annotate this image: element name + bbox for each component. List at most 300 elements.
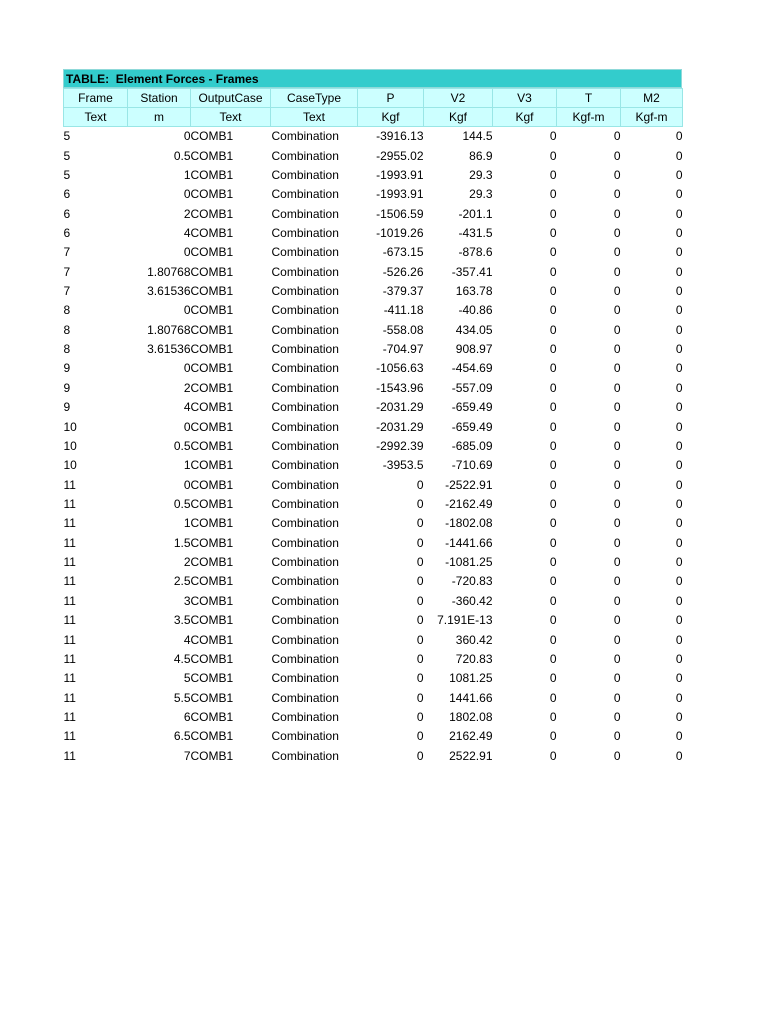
cell-p: -526.26	[382, 264, 424, 279]
cell-p: 0	[416, 593, 424, 608]
cell-p: -1993.91	[376, 187, 424, 202]
cell-v3: 0	[549, 167, 557, 182]
cell-p: -2992.39	[376, 438, 424, 453]
cell-v3: 0	[549, 148, 557, 163]
units-row	[64, 108, 683, 127]
cell-station: 1	[183, 458, 191, 473]
cell-p: 0	[416, 632, 424, 647]
cell-v2: 1441.66	[449, 690, 493, 705]
cell-station: 3	[183, 593, 191, 608]
cell-v3: 0	[549, 129, 557, 144]
cell-case-type: Combination	[271, 729, 339, 744]
table-row	[64, 379, 683, 398]
cell-case-type: Combination	[271, 206, 339, 221]
cell-v3: 0	[549, 593, 557, 608]
cell-frame: 10	[63, 438, 77, 453]
cell-case-type: Combination	[271, 245, 339, 260]
cell-case-type: Combination	[271, 497, 339, 511]
cell-frame: 11	[63, 709, 76, 724]
table-row	[64, 611, 683, 630]
header-v2: V2	[424, 89, 493, 108]
cell-station: 3.5	[173, 613, 191, 628]
cell-p: -2031.29	[376, 419, 424, 434]
cell-v2: -360.42	[451, 593, 493, 608]
table-row	[64, 592, 683, 611]
cell-p: -2955.02	[376, 148, 424, 163]
cell-frame: 9	[63, 380, 71, 395]
cell-case-type: Combination	[271, 419, 339, 434]
table-row	[64, 747, 683, 766]
cell-case-type: Combination	[271, 651, 339, 666]
cell-output-case: COMB1	[190, 632, 234, 647]
cell-v2: -685.09	[451, 438, 493, 453]
element-forces-table	[63, 69, 682, 766]
cell-output-case: COMB1	[190, 245, 234, 260]
cell-frame: 11	[63, 574, 76, 589]
cell-v2: 1081.25	[449, 671, 493, 686]
cell-v3: 0	[549, 284, 557, 299]
cell-p: 0	[416, 690, 424, 705]
cell-v3: 0	[549, 574, 557, 589]
cell-t: 0	[613, 555, 621, 570]
cell-station: 4	[183, 632, 191, 647]
cell-m2: 0	[675, 613, 683, 628]
cell-m2: 0	[675, 497, 683, 511]
cell-v2: 434.05	[455, 322, 493, 337]
cell-case-type: Combination	[271, 342, 339, 357]
cell-station: 0.5	[173, 148, 191, 163]
cell-t: 0	[613, 438, 621, 453]
cell-p: -379.37	[382, 284, 424, 299]
cell-v2: 7.191E-13	[437, 613, 493, 628]
table-row	[64, 224, 683, 243]
cell-v3: 0	[549, 613, 557, 628]
cell-v3: 0	[549, 245, 557, 260]
cell-p: -673.15	[382, 245, 424, 260]
cell-t: 0	[613, 400, 621, 415]
cell-case-type: Combination	[271, 438, 339, 453]
cell-frame: 11	[63, 671, 76, 686]
cell-v2: 908.97	[455, 342, 493, 357]
cell-t: 0	[613, 709, 621, 724]
cell-v2: -1081.25	[445, 555, 493, 570]
cell-output-case: COMB1	[190, 419, 234, 434]
cell-v2: -659.49	[451, 400, 493, 415]
cell-case-type: Combination	[271, 361, 339, 376]
cell-t: 0	[613, 458, 621, 473]
table-row	[64, 243, 683, 262]
cell-t: 0	[613, 574, 621, 589]
cell-v2: -431.5	[458, 225, 493, 240]
cell-v3: 0	[549, 264, 557, 279]
cell-v2: 29.3	[469, 187, 493, 202]
cell-station: 0	[183, 245, 191, 260]
cell-frame: 11	[63, 748, 76, 763]
cell-frame: 11	[63, 593, 76, 608]
cell-station: 0.5	[173, 438, 191, 453]
unit-station: m	[128, 108, 191, 127]
unit-v2: Kgf	[424, 108, 493, 127]
cell-p: -1506.59	[376, 206, 424, 221]
table-row	[64, 301, 683, 320]
cell-m2: 0	[675, 129, 683, 144]
cell-station: 1.80768	[147, 322, 191, 337]
cell-output-case: COMB1	[190, 225, 234, 240]
cell-t: 0	[613, 148, 621, 163]
cell-case-type: Combination	[271, 516, 339, 531]
cell-output-case: COMB1	[190, 574, 234, 589]
cell-station: 1	[183, 516, 191, 531]
cell-v2: 720.83	[455, 651, 493, 666]
cell-station: 0	[183, 477, 191, 492]
table-row	[64, 359, 683, 378]
cell-case-type: Combination	[271, 555, 339, 570]
cell-case-type: Combination	[271, 264, 339, 279]
cell-p: 0	[416, 613, 424, 628]
cell-v2: -357.41	[451, 264, 493, 279]
cell-m2: 0	[675, 284, 683, 299]
cell-p: 0	[416, 748, 424, 763]
cell-v3: 0	[549, 342, 557, 357]
cell-m2: 0	[675, 342, 683, 357]
cell-output-case: COMB1	[190, 555, 234, 570]
cell-m2: 0	[675, 535, 683, 550]
cell-output-case: COMB1	[190, 438, 234, 453]
cell-station: 0	[183, 187, 191, 202]
cell-case-type: Combination	[271, 671, 339, 686]
cell-frame: 6	[63, 225, 71, 240]
header-p: P	[358, 89, 424, 108]
table-row	[64, 650, 683, 669]
cell-p: 0	[416, 477, 424, 492]
cell-frame: 6	[63, 206, 71, 221]
unit-output-case: Text	[191, 108, 271, 127]
table-row	[64, 398, 683, 417]
cell-frame: 5	[63, 167, 71, 182]
table-row	[64, 669, 683, 688]
cell-v3: 0	[549, 651, 557, 666]
cell-p: 0	[416, 574, 424, 589]
cell-p: 0	[416, 497, 424, 511]
cell-t: 0	[613, 535, 621, 550]
cell-frame: 8	[63, 322, 71, 337]
cell-t: 0	[613, 497, 621, 511]
table-body	[64, 127, 683, 766]
unit-t: Kgf-m	[557, 108, 621, 127]
cell-case-type: Combination	[271, 748, 339, 763]
cell-station: 1.5	[173, 535, 191, 550]
table-row	[64, 688, 683, 707]
header-output-case: OutputCase	[191, 89, 271, 108]
cell-output-case: COMB1	[190, 593, 234, 608]
cell-v3: 0	[549, 400, 557, 415]
cell-output-case: COMB1	[190, 458, 234, 473]
unit-frame: Text	[64, 108, 128, 127]
cell-t: 0	[613, 419, 621, 434]
table-row	[64, 282, 683, 301]
table-row	[64, 475, 683, 494]
cell-output-case: COMB1	[190, 690, 234, 705]
cell-v2: -710.69	[451, 458, 493, 473]
cell-output-case: COMB1	[190, 400, 234, 415]
cell-t: 0	[613, 129, 621, 144]
cell-v2: -878.6	[458, 245, 493, 260]
cell-station: 0	[183, 419, 191, 434]
cell-case-type: Combination	[271, 458, 339, 473]
header-m2: M2	[621, 89, 683, 108]
cell-v3: 0	[549, 419, 557, 434]
cell-output-case: COMB1	[190, 129, 234, 144]
cell-case-type: Combination	[271, 535, 339, 550]
cell-station: 1.80768	[147, 264, 191, 279]
cell-case-type: Combination	[271, 632, 339, 647]
cell-t: 0	[613, 245, 621, 260]
table-row	[64, 127, 683, 147]
cell-output-case: COMB1	[190, 748, 234, 763]
cell-m2: 0	[675, 167, 683, 182]
cell-frame: 7	[63, 284, 71, 299]
cell-v3: 0	[549, 671, 557, 686]
cell-m2: 0	[675, 264, 683, 279]
cell-t: 0	[613, 264, 621, 279]
data-grid	[63, 88, 683, 766]
unit-v3: Kgf	[493, 108, 557, 127]
cell-v2: -1802.08	[445, 516, 493, 531]
table-row	[64, 534, 683, 553]
cell-output-case: COMB1	[190, 709, 234, 724]
cell-t: 0	[613, 361, 621, 376]
table-row	[64, 553, 683, 572]
cell-m2: 0	[675, 574, 683, 589]
unit-m2: Kgf-m	[621, 108, 683, 127]
cell-t: 0	[613, 516, 621, 531]
cell-m2: 0	[675, 458, 683, 473]
cell-station: 5.5	[173, 690, 191, 705]
cell-v3: 0	[549, 555, 557, 570]
cell-frame: 5	[63, 148, 71, 163]
cell-v3: 0	[549, 322, 557, 337]
cell-v3: 0	[549, 361, 557, 376]
cell-output-case: COMB1	[190, 148, 234, 163]
cell-m2: 0	[675, 148, 683, 163]
cell-case-type: Combination	[271, 593, 339, 608]
cell-m2: 0	[675, 632, 683, 647]
cell-m2: 0	[675, 303, 683, 318]
table-row	[64, 572, 683, 591]
cell-t: 0	[613, 651, 621, 666]
cell-output-case: COMB1	[190, 729, 234, 744]
cell-frame: 8	[63, 303, 71, 318]
cell-v2: -201.1	[458, 206, 493, 221]
cell-output-case: COMB1	[190, 477, 234, 492]
cell-v2: 2522.91	[449, 748, 493, 763]
cell-frame: 11	[63, 497, 76, 511]
table-title: TABLE: Element Forces - Frames	[63, 69, 682, 88]
table-row	[64, 456, 683, 475]
cell-output-case: COMB1	[190, 651, 234, 666]
cell-frame: 7	[63, 264, 71, 279]
cell-v2: -454.69	[451, 361, 493, 376]
cell-v2: 360.42	[455, 632, 493, 647]
cell-case-type: Combination	[271, 574, 339, 589]
cell-case-type: Combination	[271, 284, 339, 299]
cell-output-case: COMB1	[190, 303, 234, 318]
header-t: T	[557, 89, 621, 108]
cell-m2: 0	[675, 729, 683, 744]
cell-v3: 0	[549, 690, 557, 705]
cell-station: 0	[183, 303, 191, 318]
cell-p: 0	[416, 516, 424, 531]
cell-m2: 0	[675, 671, 683, 686]
cell-v3: 0	[549, 303, 557, 318]
table-row	[64, 417, 683, 436]
cell-m2: 0	[675, 419, 683, 434]
cell-p: -3953.5	[382, 458, 424, 473]
cell-frame: 5	[63, 129, 71, 144]
table-row	[64, 146, 683, 165]
cell-v2: 29.3	[469, 167, 493, 182]
table-row	[64, 263, 683, 282]
cell-output-case: COMB1	[190, 206, 234, 221]
cell-frame: 7	[63, 245, 71, 260]
cell-frame: 11	[63, 555, 76, 570]
cell-t: 0	[613, 748, 621, 763]
cell-station: 3.61536	[147, 342, 191, 357]
cell-v3: 0	[549, 516, 557, 531]
cell-station: 5	[183, 671, 191, 686]
cell-station: 3.61536	[147, 284, 191, 299]
cell-frame: 11	[63, 690, 76, 705]
cell-frame: 11	[63, 477, 76, 492]
cell-m2: 0	[675, 400, 683, 415]
cell-p: 0	[416, 651, 424, 666]
cell-frame: 11	[63, 651, 76, 666]
table-row	[64, 495, 683, 514]
cell-m2: 0	[675, 477, 683, 492]
cell-case-type: Combination	[271, 225, 339, 240]
cell-t: 0	[613, 303, 621, 318]
cell-v3: 0	[549, 729, 557, 744]
cell-case-type: Combination	[271, 613, 339, 628]
cell-t: 0	[613, 167, 621, 182]
cell-m2: 0	[675, 690, 683, 705]
cell-station: 6.5	[173, 729, 191, 744]
cell-m2: 0	[675, 516, 683, 531]
cell-p: 0	[416, 709, 424, 724]
cell-station: 0	[183, 129, 191, 144]
cell-m2: 0	[675, 380, 683, 395]
cell-m2: 0	[675, 225, 683, 240]
cell-t: 0	[613, 342, 621, 357]
cell-output-case: COMB1	[190, 264, 234, 279]
cell-p: -1019.26	[376, 225, 424, 240]
cell-case-type: Combination	[271, 400, 339, 415]
unit-case-type: Text	[271, 108, 358, 127]
cell-case-type: Combination	[271, 167, 339, 182]
cell-p: 0	[416, 555, 424, 570]
cell-frame: 11	[63, 632, 76, 647]
cell-v3: 0	[549, 206, 557, 221]
cell-m2: 0	[675, 206, 683, 221]
cell-output-case: COMB1	[190, 187, 234, 202]
cell-frame: 11	[63, 516, 76, 531]
cell-case-type: Combination	[271, 690, 339, 705]
cell-v3: 0	[549, 187, 557, 202]
cell-case-type: Combination	[271, 148, 339, 163]
cell-output-case: COMB1	[190, 322, 234, 337]
cell-p: -704.97	[382, 342, 424, 357]
table-row	[64, 514, 683, 533]
table-row	[64, 204, 683, 223]
cell-frame: 8	[63, 342, 71, 357]
cell-m2: 0	[675, 593, 683, 608]
cell-t: 0	[613, 322, 621, 337]
cell-case-type: Combination	[271, 129, 339, 144]
cell-t: 0	[613, 380, 621, 395]
cell-station: 0	[183, 361, 191, 376]
cell-t: 0	[613, 225, 621, 240]
cell-p: 0	[416, 535, 424, 550]
cell-p: -1543.96	[376, 380, 424, 395]
cell-v3: 0	[549, 458, 557, 473]
cell-t: 0	[613, 187, 621, 202]
cell-m2: 0	[675, 709, 683, 724]
cell-m2: 0	[675, 555, 683, 570]
cell-p: -2031.29	[376, 400, 424, 415]
cell-case-type: Combination	[271, 322, 339, 337]
cell-v2: -720.83	[451, 574, 493, 589]
cell-output-case: COMB1	[190, 497, 234, 511]
cell-m2: 0	[675, 361, 683, 376]
cell-v3: 0	[549, 438, 557, 453]
cell-station: 6	[183, 709, 191, 724]
table-row	[64, 340, 683, 359]
cell-t: 0	[613, 593, 621, 608]
cell-output-case: COMB1	[190, 380, 234, 395]
cell-v2: -40.86	[458, 303, 493, 318]
header-frame: Frame	[64, 89, 128, 108]
cell-case-type: Combination	[271, 187, 339, 202]
cell-p: -1056.63	[376, 361, 424, 376]
header-case-type: CaseType	[271, 89, 358, 108]
cell-v2: -1441.66	[445, 535, 493, 550]
unit-p: Kgf	[358, 108, 424, 127]
cell-station: 2	[183, 555, 191, 570]
cell-m2: 0	[675, 245, 683, 260]
cell-output-case: COMB1	[190, 516, 234, 531]
cell-v2: -2162.49	[445, 497, 493, 511]
cell-v2: 86.9	[469, 148, 493, 163]
cell-m2: 0	[675, 187, 683, 202]
cell-t: 0	[613, 477, 621, 492]
cell-frame: 11	[63, 535, 76, 550]
cell-output-case: COMB1	[190, 167, 234, 182]
cell-m2: 0	[675, 322, 683, 337]
cell-case-type: Combination	[271, 303, 339, 318]
cell-station: 2.5	[173, 574, 191, 589]
cell-output-case: COMB1	[190, 535, 234, 550]
cell-t: 0	[613, 729, 621, 744]
cell-v2: 144.5	[462, 129, 493, 144]
cell-t: 0	[613, 632, 621, 647]
cell-frame: 9	[63, 400, 71, 415]
cell-t: 0	[613, 206, 621, 221]
cell-station: 4.5	[173, 651, 191, 666]
cell-output-case: COMB1	[190, 284, 234, 299]
cell-p: 0	[416, 729, 424, 744]
cell-output-case: COMB1	[190, 361, 234, 376]
cell-case-type: Combination	[271, 380, 339, 395]
